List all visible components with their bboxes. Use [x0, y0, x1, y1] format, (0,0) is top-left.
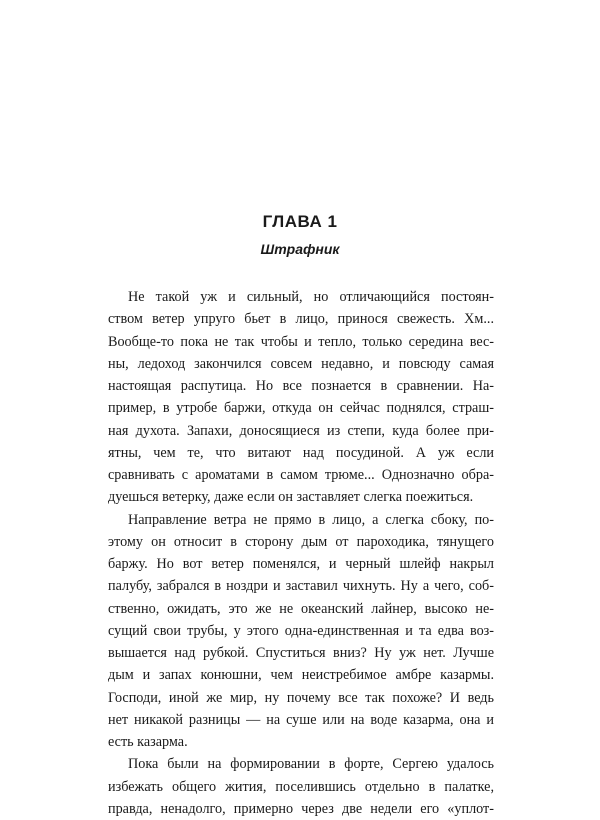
text-line: пример, в утробе баржи, откуда он сейчас поднялся, страш-: [108, 400, 494, 417]
text-line: вышается над рубкой. Спуститься вниз? Ну уж нет. Лучше: [108, 645, 494, 661]
text-line: правда, ненадолго, примерно через две недели его «уплот-: [108, 800, 494, 817]
text-line: ны, ледоход закончился совсем недавно, и повсюду самая: [108, 355, 494, 372]
chapter-title: ГЛАВА 1: [262, 212, 338, 231]
text-line: нет никакой разницы — на суше или на воде казарма, она и: [108, 711, 494, 728]
text-line: ственно, ожидать, это же не океанский лайнер, высоко не-: [108, 600, 494, 617]
chapter-subtitle: Штрафник: [260, 241, 340, 257]
text-line: сравнивать с ароматами в самом трюме... Однозначно обра-: [108, 467, 494, 483]
text-line: Господи, иной же мир, ну почему все так похоже? И ведь: [108, 689, 494, 706]
text-line: этому он относит в сторону дым от пароходика, тянущего: [108, 533, 494, 550]
text-line: дуешься ветерку, даже если он заставляет слегка поежиться.: [108, 489, 474, 506]
text-line: сущий свои трубы, у этого одна-единственная и та едва воз-: [108, 622, 494, 639]
text-line: ятны, чем те, что витают над посудиной. А уж если: [108, 444, 494, 461]
text-line: настоящая распутица. Но все познается в сравнении. На-: [108, 378, 494, 394]
text-line: Не такой уж и сильный, но отличающийся постоян-: [128, 289, 494, 305]
text-line: Пока были на формировании в форте, Сергею удалось: [128, 756, 494, 773]
text-line: Направление ветра не прямо в лицо, а слегка сбоку, по-: [128, 511, 494, 528]
text-line: палубу, забрался в ноздри и заставил чихнуть. Ну а чего, соб-: [108, 578, 494, 595]
text-line: Вообще-то пока не так чтобы и тепло, только середина вес-: [108, 333, 494, 350]
text-line: ством ветер упруго бьет в лицо, принося свежесть. Хм...: [108, 311, 494, 328]
text-line: ная духота. Запахи, доносящиеся из степи, куда более при-: [108, 422, 494, 439]
chapter-body-text: [108, 286, 494, 820]
text-line: есть казарма.: [108, 734, 188, 750]
text-line: баржу. Но вот ветер поменялся, и черный шлейф накрыл: [108, 556, 494, 572]
text-line: избежать общего жития, поселившись отдельно в палатке,: [108, 778, 494, 795]
text-line: дым и запах конюшни, чем неистребимое амбре казармы.: [108, 667, 494, 684]
